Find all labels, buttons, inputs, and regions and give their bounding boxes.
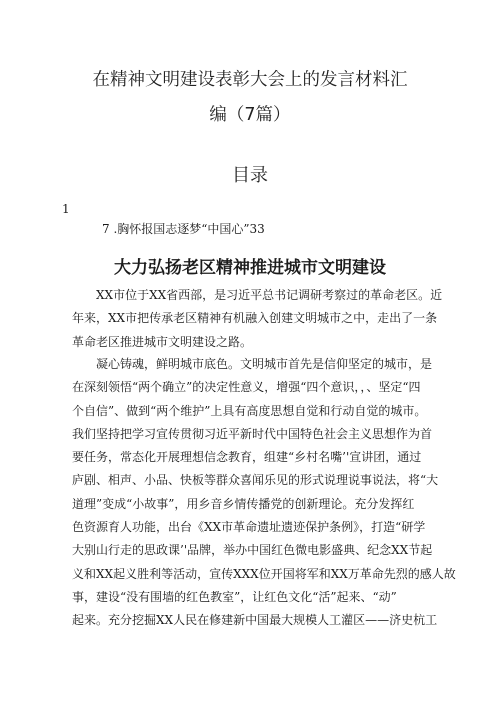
paragraph-line: 要任务，常态化开展理想信念教育，组建“乡村名嘴’'宣讲团，通过	[72, 450, 422, 465]
toc-heading: 目录	[232, 165, 268, 186]
paragraph-line: 年来，XX市把传承老区精神有机融入创建文明城市之中，走出了一条	[72, 311, 438, 326]
paragraph-line: 在深刻领悟“两个确立”的决定性意义，增强“四个意识，，、坚定“四	[72, 380, 421, 395]
paragraph-line: 庐剧、相声、小品、快板等群众喜闻乐见的形式说理说事说法，将“大	[72, 473, 439, 488]
paragraph-1	[72, 284, 443, 354]
paragraph-line: 大别山行走的思政课’'品牌，举办中国红色微电影盛典、纪念XX节起	[72, 543, 433, 558]
paragraph-line: 义和XX起义胜利等活动，宣传XXX位开国将军和XX万革命先烈的感人故	[72, 566, 456, 581]
toc-entry: 7 .胸怀报国志逐梦“中国心”33	[102, 222, 265, 236]
section-title: 大力弘扬老区精神推进城市文明建设	[114, 258, 386, 278]
paragraph-2	[72, 353, 456, 633]
paragraph-line: 凝心铸魂，鲜明城市底色。文明城市首先是信仰坚定的城市，是	[96, 357, 433, 371]
paragraph-line: 革命老区推进城市文明建设之路。	[72, 334, 253, 349]
paragraph-line: 道理”变成“小故事”，用乡音乡情传播党的创新理论。充分发挥红	[72, 496, 415, 511]
document-title-line-2: 编（7篇）	[209, 105, 291, 125]
page-number: 1	[62, 202, 70, 216]
paragraph-line: 起来。充分挖掘XX人民在修建新中国最大规模人工灌区——济史杭工	[72, 613, 438, 628]
paragraph-line: XX市位于XX省西部，是习近平总书记调研考察过的革命老区。近	[96, 288, 443, 302]
paragraph-line: 我们坚持把学习宣传贯彻习近平新时代中国特色社会主义思想作为首	[72, 426, 433, 441]
document-title-line-1: 在精神文明建设表彰大会上的发言材料汇	[92, 70, 408, 90]
paragraph-line: 事，建设“没有围墙的红色教室”，让红色文化“活”起来、“动”	[72, 589, 397, 604]
paragraph-line: 个自信”、做到“两个维护”上具有高度思想自觉和行动自觉的城市。	[72, 403, 427, 418]
paragraph-line: 色资源育人功能，出台《XX市革命遗址遗迹保护条例》，打造“研学	[72, 520, 426, 535]
